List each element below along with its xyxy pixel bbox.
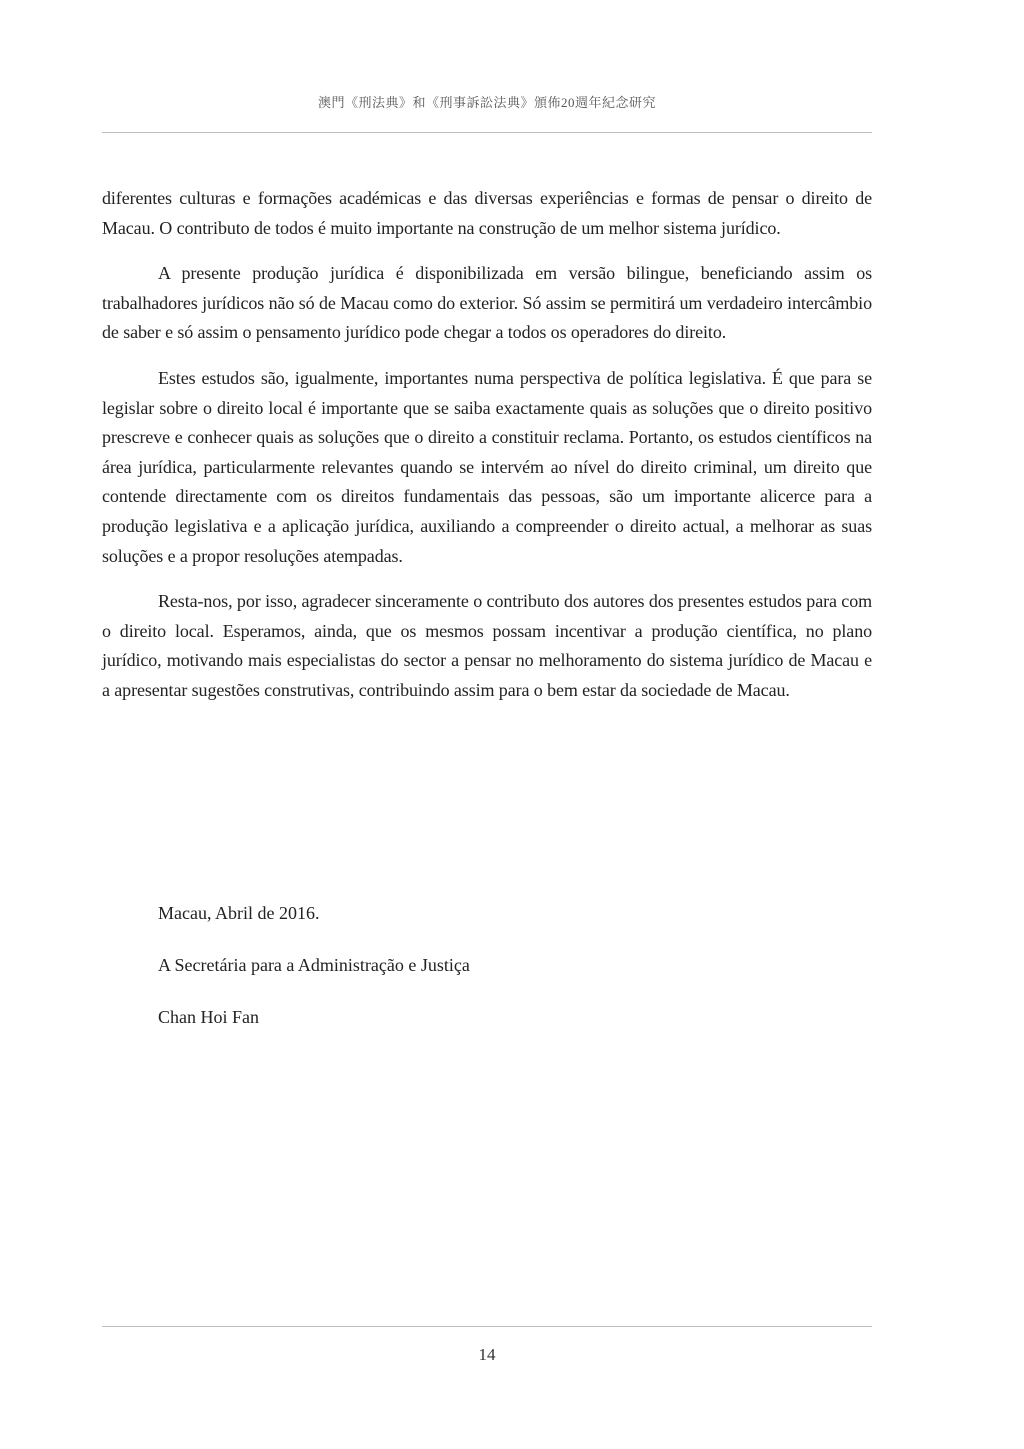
page-number: 14 — [478, 1345, 496, 1364]
paragraph-3: Estes estudos são, igualmente, importantes numa perspectiva de política legislativa. É que para se legislar sobre o direito local é importante que se saiba exactamente quais as soluções que o direito positivo prescreve e conhecer quais as soluções que o direito a constituir reclama. Portanto, os estudos científicos na área jurídica, particularmente relevantes quando se intervém ao nível do direito criminal, um direito que contende directamente com os direitos fundamentais das pessoas, são um importante alicerce para a produção legislativa e a aplicação jurídica, auxiliando a compreender o direito actual, a melhorar as suas soluções e a propor resoluções atempadas. — [102, 367, 872, 566]
footer-divider — [102, 1326, 872, 1327]
signature-name: Chan Hoi Fan — [158, 1007, 259, 1027]
paragraph-2: A presente produção jurídica é disponibilizada em versão bilingue, beneficiando assim os trabalhadores jurídicos não só de Macau como do exterior. Só assim se permitirá um verdadeiro intercâmbio de saber e só assim o pensamento jurídico pode chegar a todos os operadores do direito. — [102, 263, 872, 343]
signature-role: A Secretária para a Administração e Justiça — [158, 955, 470, 975]
signature-block — [158, 900, 758, 1056]
paragraph-4: Resta-nos, por isso, agradecer sinceramente o contributo dos autores dos presentes estudos para com o direito local. Esperamos, ainda, que os mesmos possam incentivar a produção científica, no plano jurídico, motivando mais especialistas do sector a pensar no melhoramento do sistema jurídico de Macau e a apresentar sugestões construtivas, contribuindo assim para o bem estar da sociedade de Macau. — [102, 591, 872, 700]
paragraph-1: diferentes culturas e formações académicas e das diversas experiências e formas de pensar o direito de Macau. O contributo de todos é muito importante na construção de um melhor sistema jurídico. — [102, 188, 872, 238]
signature-place-date: Macau, Abril de 2016. — [158, 903, 320, 923]
running-header-title: 澳門《刑法典》和《刑事訴訟法典》頒佈20週年紀念研究 — [317, 95, 656, 110]
main-body-text — [102, 184, 872, 722]
header-divider — [102, 132, 872, 133]
